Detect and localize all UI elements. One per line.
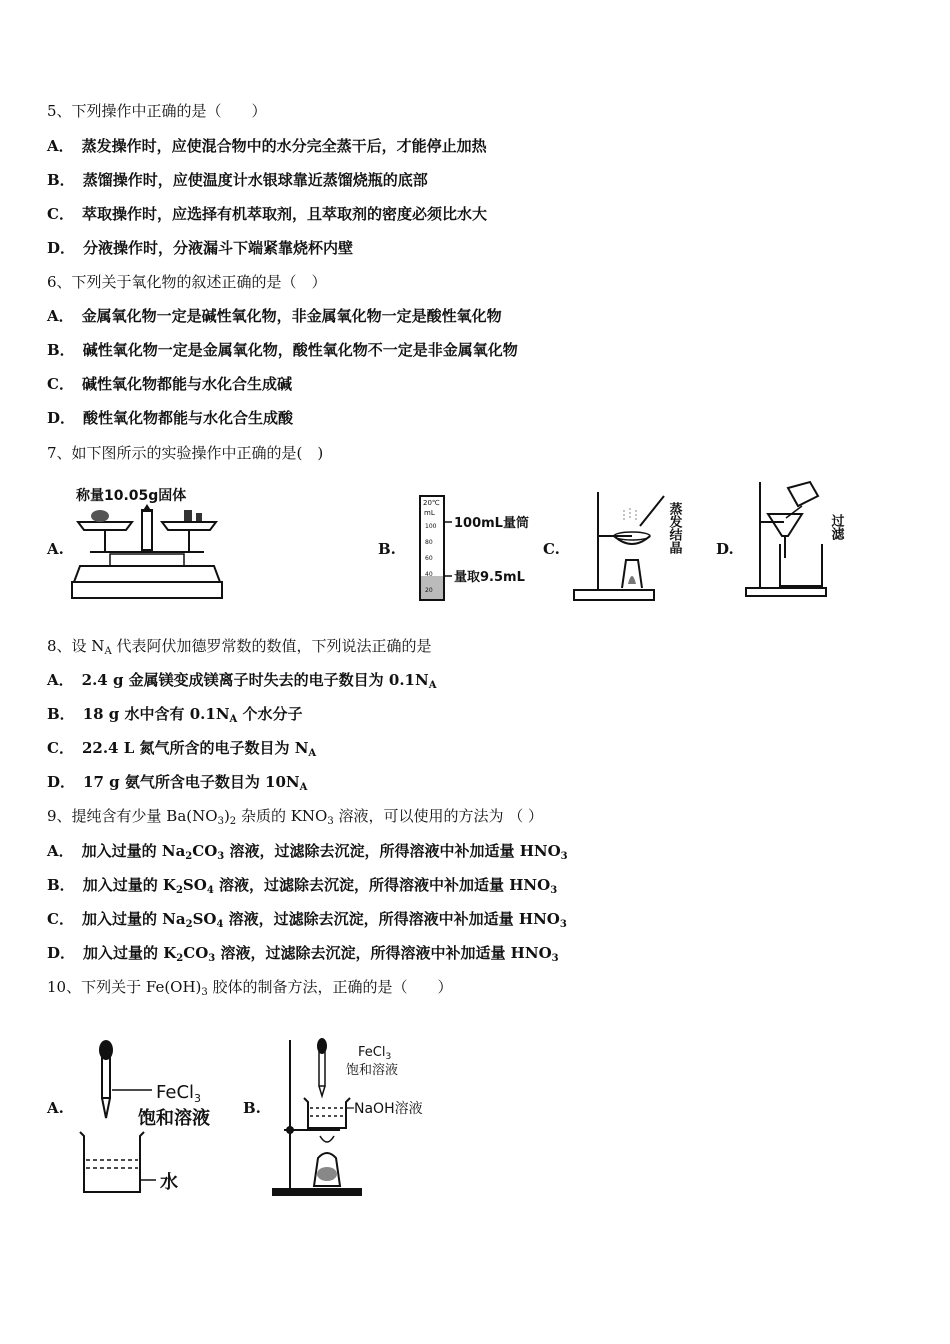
fig-b-label-cylinder: 100mL量筒 — [454, 516, 529, 531]
fig-b-solution: NaOH溶液 — [354, 1101, 423, 1117]
fig-b-tick-20: 20 — [425, 587, 433, 594]
q9-option-c: C． 加入过量的 $Na_2SO_4$ 溶液，过滤除去沉淀，所得溶液中补加适量 $HNO_3$ — [47, 910, 567, 930]
colloid-b-figure — [270, 1036, 450, 1200]
q9-option-d: D． 加入过量的 $K_2CO_3$ 溶液，过滤除去沉淀，所得溶液中补加适量 $HNO_3$ — [47, 944, 559, 964]
q6-option-a: A． 金属氧化物一定是碱性氧化物，非金属氧化物一定是酸性氧化物 — [47, 307, 502, 325]
fig-b-tick-80: 80 — [425, 539, 433, 546]
q7-stem: 7、如下图所示的实验操作中正确的是( ) — [47, 444, 324, 462]
q9-stem: 9、提纯含有少量 $Ba(NO_3)_2$ 杂质的 $KNO_3$ 溶液，可以使用的方法为 （ ） — [47, 807, 544, 827]
evaporation-figure — [570, 486, 700, 604]
q5-option-c: C． 萃取操作时，应选择有机萃取剂，且萃取剂的密度必须比水大 — [47, 205, 487, 223]
q8-option-a: A． 2.4 g 金属镁变成镁离子时失去的电子数目为 $0.1N_A$ — [47, 671, 437, 691]
fig-b-reagent-label: 饱和溶液 — [346, 1063, 399, 1078]
q6-stem: 6、下列关于氧化物的叙述正确的是（ ） — [47, 273, 327, 291]
filtration-figure — [744, 478, 864, 598]
cylinder-figure — [410, 488, 540, 604]
fig-b-tick-40: 40 — [425, 571, 433, 578]
q7-label-d: D. — [716, 540, 734, 558]
fig-a-reagent: FeCl$_3$ — [156, 1082, 202, 1105]
fig-b-top-label: 20℃ — [423, 499, 440, 507]
fig-b-tick-60: 60 — [425, 555, 433, 562]
q6-option-c: C． 碱性氧化物都能与水化合生成碱 — [47, 375, 292, 393]
fig-b-label-volume: 量取9.5mL — [454, 570, 525, 585]
q9-option-b: B． 加入过量的 $K_2SO_4$ 溶液，过滤除去沉淀，所得溶液中补加适量 $HNO_3$ — [47, 876, 558, 896]
fig-b-unit: mL — [424, 509, 435, 517]
colloid-a-figure — [76, 1034, 236, 1200]
q10-label-b: B. — [243, 1099, 261, 1117]
q5-option-a: A． 蒸发操作时，应使混合物中的水分完全蒸干后，才能停止加热 — [47, 137, 487, 155]
q5-stem: 5、下列操作中正确的是（ ） — [47, 102, 267, 120]
fig-b-tick-100: 100 — [425, 523, 437, 530]
q10-label-a: A. — [47, 1099, 64, 1117]
fig-a-reagent-label: 饱和溶液 — [138, 1108, 210, 1129]
fig-a-caption: 称量10.05g固体 — [76, 488, 187, 504]
q8-option-b: B． 18 g 水中含有 $0.1N_A$ 个水分子 — [47, 705, 303, 725]
fig-c-caption: 蒸发结晶 — [666, 502, 682, 554]
q6-option-b: B． 碱性氧化物一定是金属氧化物，酸性氧化物不一定是非金属氧化物 — [47, 341, 518, 359]
q8-option-d: D． 17 g 氨气所含电子数目为 $10N_A$ — [47, 773, 308, 793]
q6-option-d: D． 酸性氧化物都能与水化合生成酸 — [47, 409, 294, 427]
q7-label-a: A. — [47, 540, 64, 558]
q5-option-b: B． 蒸馏操作时，应使温度计水银球靠近蒸馏烧瓶的底部 — [47, 171, 428, 189]
q7-label-b: B. — [378, 540, 396, 558]
q8-option-c: C． 22.4 L 氮气所含的电子数目为 $N_A$ — [47, 739, 317, 759]
q9-option-a: A． 加入过量的 $Na_2CO_3$ 溶液，过滤除去沉淀，所得溶液中补加适量 $HNO_3$ — [47, 842, 568, 862]
fig-d-caption: 过滤 — [828, 514, 844, 540]
q7-label-c: C. — [543, 540, 560, 558]
balance-figure — [70, 482, 230, 604]
fig-a-water: 水 — [160, 1172, 178, 1193]
fig-b-reagent: FeCl$_3$ — [358, 1045, 392, 1062]
q8-stem: 8、设 $N_A$ 代表阿伏加德罗常数的数值，下列说法正确的是 — [47, 637, 432, 657]
q10-stem: 10、下列关于 $Fe(OH)_3$ 胶体的制备方法，正确的是（ ） — [47, 978, 453, 998]
q5-option-d: D． 分液操作时，分液漏斗下端紧靠烧杯内壁 — [47, 239, 354, 257]
